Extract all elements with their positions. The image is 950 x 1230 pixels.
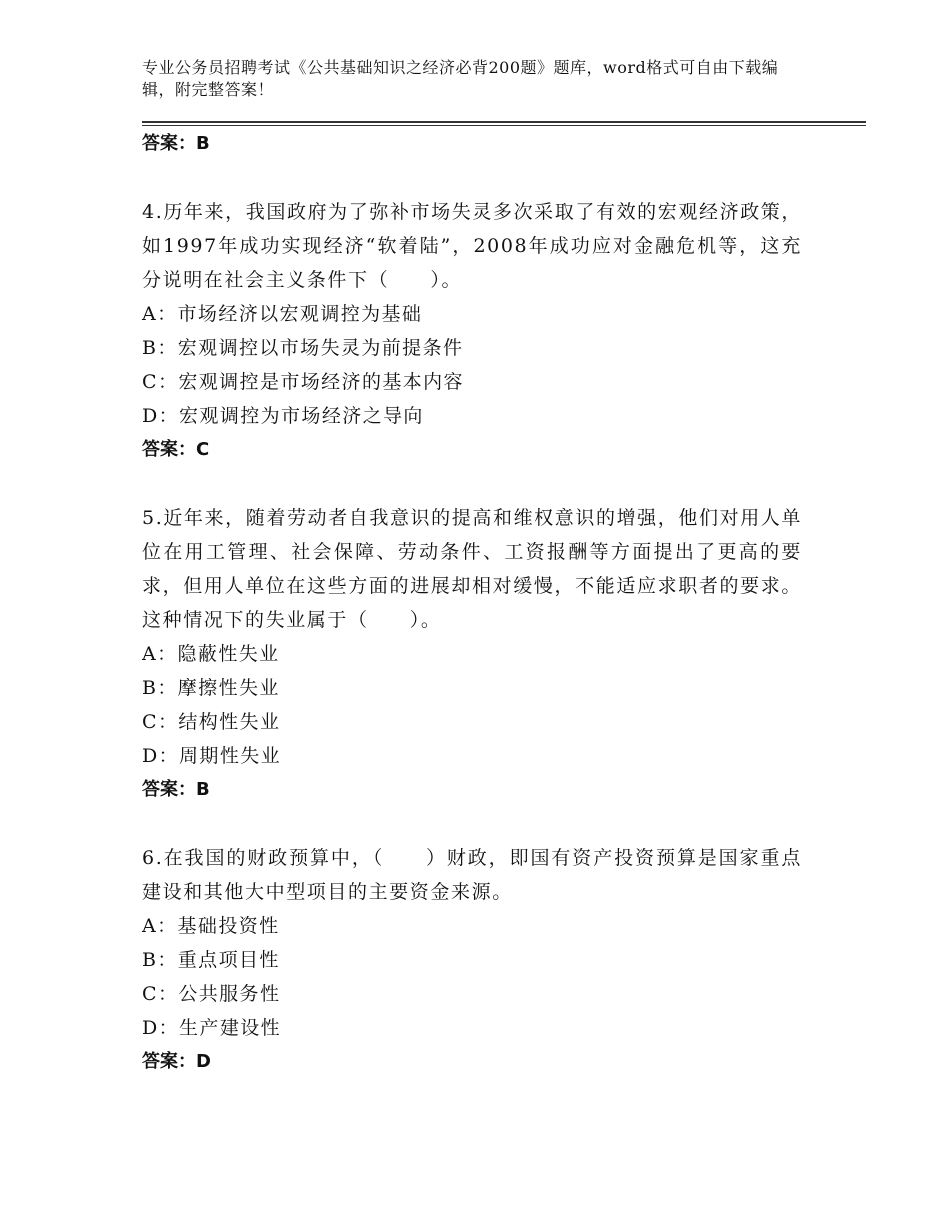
question-6-answer: 答案：D — [142, 1051, 211, 1072]
question-5-option-c: C：结构性失业 — [142, 711, 281, 733]
question-list — [142, 127, 802, 1079]
question-4-option-b: B：宏观调控以市场失灵为前提条件 — [142, 337, 464, 359]
question-5-option-d: D：周期性失业 — [142, 745, 282, 767]
page-header: 专业公务员招聘考试《公共基础知识之经济必背200题》题库，word格式可自由下载编辑，附完整答案！ — [142, 58, 779, 99]
question-4-option-c: C：宏观调控是市场经济的基本内容 — [142, 371, 464, 393]
question-5-option-a: A：隐蔽性失业 — [142, 643, 280, 665]
question-4-answer: 答案：C — [142, 439, 210, 460]
question-6-option-b: B：重点项目性 — [142, 949, 280, 971]
question-6-option-d: D：生产建设性 — [142, 1017, 282, 1039]
question-4-option-a: A：市场经济以宏观调控为基础 — [142, 303, 423, 325]
question-5 — [142, 501, 802, 807]
previous-answer: 答案：B — [142, 133, 210, 154]
spacer — [142, 161, 802, 195]
question-6-option-c: C：公共服务性 — [142, 983, 281, 1005]
spacer — [142, 467, 802, 501]
question-6-text: 6.在我国的财政预算中，（ ）财政，即国有资产投资预算是国家重点建设和其他大中型项目的主要资金来源。 — [142, 847, 802, 903]
spacer — [142, 807, 802, 841]
question-5-text: 5.近年来，随着劳动者自我意识的提高和维权意识的增强，他们对用人单位在用工管理、社会保障、劳动条件、工资报酬等方面提出了更高的要求，但用人单位在这些方面的进展却相对缓慢，不能适应求职者的要求。这种情况下的失业属于（ ）。 — [142, 507, 802, 631]
question-4-text: 4.历年来，我国政府为了弥补市场失灵多次采取了有效的宏观经济政策，如1997年成功实现经济“软着陆”，2008年成功应对金融危机等，这充分说明在社会主义条件下（ ）。 — [142, 201, 802, 291]
header-rule-thin — [142, 125, 866, 126]
question-4-option-d: D：宏观调控为市场经济之导向 — [142, 405, 424, 427]
header-rule-thick — [142, 121, 866, 123]
question-5-answer: 答案：B — [142, 779, 210, 800]
question-5-option-b: B：摩擦性失业 — [142, 677, 280, 699]
question-6 — [142, 841, 802, 1079]
header-rule — [142, 121, 866, 126]
question-4 — [142, 195, 802, 467]
question-6-option-a: A：基础投资性 — [142, 915, 280, 937]
